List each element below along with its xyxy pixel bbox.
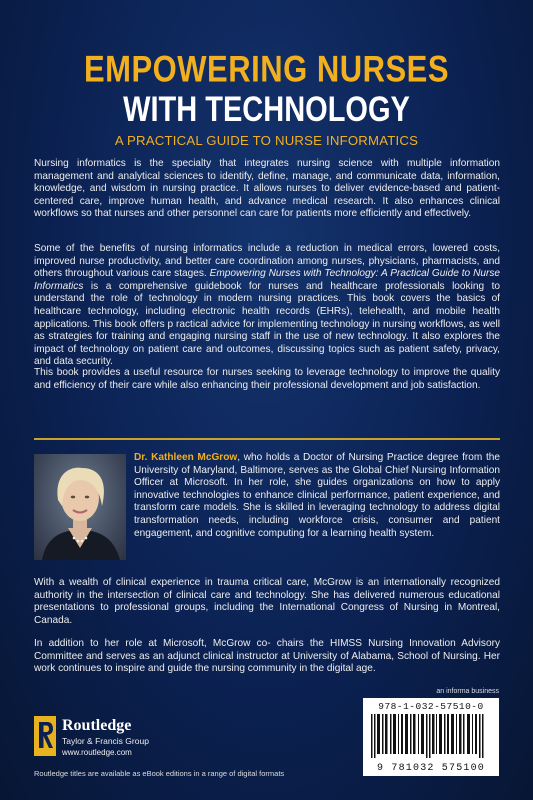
title-line1: EMPOWERING NURSES — [83, 48, 450, 90]
isbn-barcode — [363, 698, 499, 776]
author-paragraph-3: In addition to her role at Microsoft, McGrow co- chairs the HIMSS Nursing Innovation Advisory Committee and serves as an adjunct clinical instructor at University of Alabama, School of Nursing. Her work continues to inspire and guide the nursing community in the digital age. — [34, 638, 500, 675]
isbn-bottom-text: 9 781032 575100 — [376, 763, 485, 774]
author-name: Dr. Kathleen McGrow — [134, 452, 238, 463]
author-bio-paragraph — [134, 452, 500, 540]
description-paragraph-2 — [34, 243, 500, 369]
publisher-name: Routledge — [62, 717, 132, 734]
publisher-group: Taylor & Francis Group — [62, 736, 149, 746]
description-paragraph-3: This book provides a useful resource for nurses seeking to leverage technology to improve the quality and efficiency of their care while also enhancing their professional development and job satisfaction. — [34, 367, 500, 391]
routledge-logo-icon — [34, 716, 56, 756]
book-title-italic: Empowering Nurses with Technology: A Practical Guide to Nurse Informatics — [34, 268, 500, 292]
paragraph2-text-after: is a comprehensive guidebook for nurses and healthcare professionals looking to understand the role of technology in modern nursing practices. This book covers the basics of healthcare technology, including electronic health records (EHRs), telehealth, and mobile health applications. This book offers p ractical advice for implementing technology in nursing workflows, as well as strategies for training and engaging nursing staff in the use of new technology. It also explores the impact of technology on patient care and outcomes, discussing topics such as patient safety, privacy, and data security. — [34, 280, 500, 368]
informa-business-label: an informa business — [436, 688, 499, 695]
paragraph2-text-before: Some of the benefits of nursing informatics include a reduction in medical errors, lowered costs, improved nurse productivity, and better care coordination among nurses, physicians, pharmacists, and others throughout various care stages. — [34, 243, 500, 280]
title-line2: WITH TECHNOLOGY — [123, 91, 410, 130]
section-divider — [34, 438, 500, 440]
ebook-note: Routledge titles are available as eBook editions in a range of digital formats — [34, 769, 285, 778]
barcode-bars — [371, 714, 491, 758]
subtitle: A PRACTICAL GUIDE TO NURSE INFORMATICS — [114, 133, 419, 148]
author-paragraph-2: With a wealth of clinical experience in trauma critical care, McGrow is an internationally recognized authority in the intersection of clinical care and technology. She has delivered numerous educational presentations to professional groups, including the International Congress of Nursing in Montreal, Canada. — [34, 577, 500, 626]
description-paragraph-1: Nursing informatics is the specialty that integrates nursing science with multiple information management and analytical sciences to identify, define, manage, and communicate data, information, knowledge, and wisdom in nursing practice. It allows nurses to deliver evidence-based and patient-centered care, improve human health, and advance medical research. It also enhances clinical workflows so that nurses and other personnel can care for patients more efficiently and effectively. — [34, 158, 500, 220]
author-bio-text: , who holds a Doctor of Nursing Practice degree from the University of Maryland, Baltimore, serves as the Global Chief Nursing Information Officer at Microsoft. In her role, she guides organizations on how to apply innovative technologies to enhance clinical performance, patient experience, and transform care models. She is skilled in leveraging technology to address digital transformation needs, including workforce crisis, consumer and patient engagement, and cognitive computing for a learning health system. — [134, 452, 500, 539]
author-photo — [34, 454, 126, 560]
publisher-website: www.routledge.com — [62, 748, 132, 757]
isbn-top-text: 978-1-032-57510-0 — [378, 701, 484, 712]
